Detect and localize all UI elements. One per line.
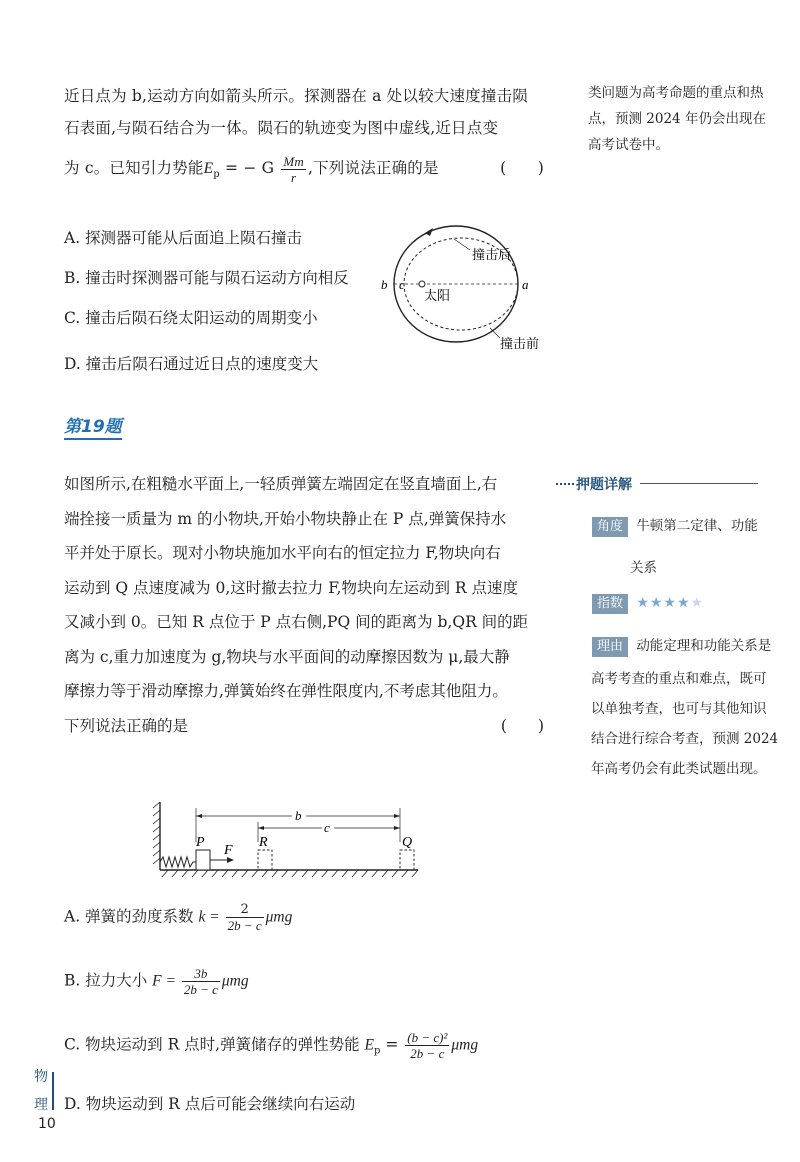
star-icon: ★★★★ bbox=[636, 595, 691, 611]
sun-dot bbox=[419, 281, 425, 287]
label-sun: 太阳 bbox=[424, 289, 451, 304]
spring bbox=[160, 857, 196, 867]
q18-option-b[interactable]: B. 撞击时探测器可能与陨石运动方向相反 bbox=[64, 269, 349, 287]
q18-line-3: 为 c。已知引力势能$E_p$ = − G $\frac{Mm}{r}$ ,下列说法正确的是 ( ) bbox=[64, 153, 544, 185]
opt-c-fraction: $\frac{\text{(b − c)²}}{2b - c}$ bbox=[407, 1030, 448, 1061]
q18-option-c[interactable]: C. 撞击后陨石绕太阳运动的周期变小 bbox=[64, 309, 318, 327]
q19-option-a[interactable]: A. 弹簧的劲度系数 k = $\frac{2}{2b - c}$ μmg bbox=[64, 902, 293, 933]
q19-answer-paren: ( ) bbox=[500, 716, 544, 735]
q18-line-1: 近日点为 b,运动方向如箭头所示。探测器在 a 处以较大速度撞击陨 bbox=[64, 87, 528, 105]
label-P: P bbox=[196, 835, 205, 850]
label-b-dim: b bbox=[295, 808, 302, 823]
q18-ep-fraction: $\frac{Mm}{r}$ bbox=[283, 153, 304, 185]
opt-b-fraction: $\frac{3b}{2b - c}$ bbox=[183, 966, 218, 997]
q19-title: 第19题 bbox=[64, 412, 122, 440]
q18-answer-paren: ( ) bbox=[500, 159, 544, 177]
block-r bbox=[258, 850, 272, 870]
q19-option-b[interactable]: B. 拉力大小 F = $\frac{3b}{2b - c}$ μmg bbox=[64, 966, 249, 997]
q19-option-c[interactable]: C. 物块运动到 R 点时,弹簧储存的弹性势能 $E_p$ = $\frac{\text{(b − c)²}}{2b - c}$ μmg bbox=[64, 1030, 479, 1061]
q18-line-2: 石表面,与陨石结合为一体。陨石的轨迹变为图中虚线,近日点变 bbox=[64, 119, 499, 137]
q19-option-d[interactable]: D. 物块运动到 R 点后可能会继续向右运动 bbox=[64, 1095, 356, 1113]
label-after: 撞击后 bbox=[472, 248, 512, 263]
label-R: R bbox=[259, 835, 268, 850]
reason-text: 高考考查的重点和难点，既可 以单独考查，也可与其他知识 结合进行综合考查，预测 2024 年高考仍会有此类试题出现。 bbox=[591, 671, 779, 777]
subject-label-1: 物 bbox=[34, 1069, 48, 1085]
label-b: b bbox=[381, 277, 388, 292]
label-a: a bbox=[522, 277, 529, 292]
page-number: 10 bbox=[38, 1116, 56, 1132]
q18-stem bbox=[64, 80, 554, 191]
reason-row: 理由 动能定理和功能关系是 bbox=[592, 634, 771, 657]
star-empty-icon: ★ bbox=[690, 595, 705, 611]
index-tag: 指数 bbox=[592, 594, 628, 614]
label-F: F bbox=[224, 843, 233, 858]
index-row bbox=[592, 594, 704, 614]
reason-tag: 理由 bbox=[592, 637, 628, 657]
subject-label-2: 理 bbox=[34, 1097, 48, 1113]
angle-text: 牛顿第二定律、功能 bbox=[636, 518, 758, 534]
footer-divider bbox=[52, 1072, 54, 1110]
label-c: c bbox=[399, 277, 405, 292]
label-c-dim: c bbox=[324, 820, 330, 835]
q19-stem: 如图所示,在粗糙水平面上,一轻质弹簧左端固定在竖直墙面上,右 端拴接一质量为 m 的小物块,开始小物块静止在 P 点,弹簧保持水 平并处于原长。现对小物块施加水平向右的恒定拉力 F,物块向右 运动到 Q 点速度减为 0,这时撤去拉力 F,物块向左运动到 R 点速度 又减小到 0。已知 R 点位于 P 点右侧,PQ 间的距离为 b,QR 间的距 离为 c,重力加速度为 g,物块与水平面间的动摩擦因数为 μ,最大静 摩擦力等于滑动摩擦力,弹簧始终在弹性限度内,不考虑其他阻力。 下列说法正确的是 ( ) bbox=[64, 467, 554, 743]
angle-tag: 角度 bbox=[592, 517, 628, 537]
label-before: 撞击前 bbox=[500, 337, 540, 350]
angle-text-2: 关系 bbox=[630, 560, 657, 576]
block-q bbox=[400, 850, 414, 870]
q18-option-d[interactable]: D. 撞击后陨石通过近日点的速度变大 bbox=[64, 355, 319, 373]
block-p bbox=[196, 850, 210, 870]
label-Q: Q bbox=[402, 835, 413, 850]
rating-stars bbox=[636, 595, 704, 611]
spring-figure bbox=[150, 800, 430, 880]
orbit-figure bbox=[370, 218, 560, 350]
opt-a-fraction: $\frac{2}{2b - c}$ bbox=[227, 902, 262, 933]
sidenote-top: 类问题为高考命题的重点和热 点，预测 2024 年仍会出现在 高考试卷中。 bbox=[588, 85, 766, 153]
angle-row bbox=[592, 514, 758, 537]
direction-arrow bbox=[425, 228, 433, 236]
q18-option-a[interactable]: A. 探测器可能从后面追上陨石撞击 bbox=[64, 229, 303, 247]
